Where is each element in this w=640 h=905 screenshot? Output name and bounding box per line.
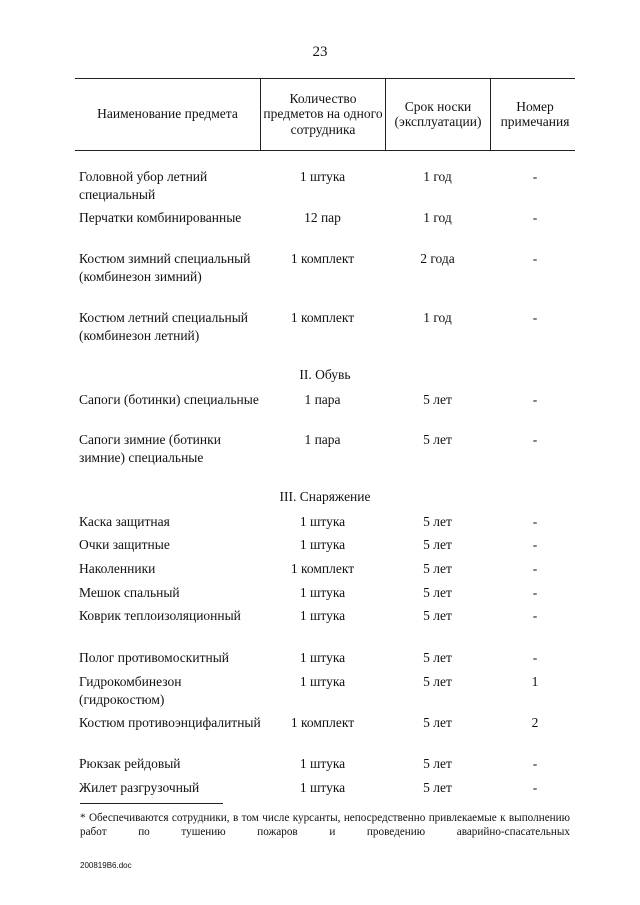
item-term: 5 лет	[423, 780, 452, 795]
item-note: -	[532, 169, 538, 184]
item-quantity: 1 штука	[299, 650, 346, 665]
item-term: 5 лет	[423, 650, 452, 665]
item-quantity: 12 пар	[304, 210, 341, 225]
table-row	[75, 607, 575, 643]
item-quantity: 1 штука	[299, 537, 346, 552]
item-note: -	[532, 210, 538, 225]
item-name: Мешок спальный	[79, 585, 180, 600]
header-note-number: Номер примечания	[500, 98, 570, 129]
item-term: 1 год	[423, 310, 452, 325]
item-name: Коврик теплоизоляционный	[79, 608, 241, 623]
item-quantity: 1 комплект	[290, 561, 355, 576]
table-row	[75, 431, 575, 485]
file-reference: 200819В6.doc	[80, 861, 132, 870]
item-quantity: 1 пара	[304, 392, 341, 407]
header-quantity: Количество предметов на одного сотрудника	[263, 90, 383, 137]
item-quantity: 1 штука	[299, 674, 346, 689]
item-name: Головной убор летний специальный	[79, 169, 208, 202]
header-bottom-rule	[75, 150, 575, 151]
item-note: -	[532, 432, 538, 447]
item-term: 2 года	[420, 251, 455, 266]
page-number: 23	[312, 44, 328, 60]
table-row	[75, 168, 575, 204]
item-term: 5 лет	[423, 608, 452, 623]
item-name: Костюм летний специальный (комбинезон летний)	[79, 310, 248, 343]
table-row	[75, 391, 575, 427]
table-row	[75, 209, 575, 245]
item-term: 5 лет	[423, 561, 452, 576]
item-term: 5 лет	[423, 715, 452, 730]
item-term: 5 лет	[423, 432, 452, 447]
item-note: -	[532, 514, 538, 529]
table-row	[75, 714, 575, 750]
item-quantity: 1 штука	[299, 780, 346, 795]
item-note: -	[532, 561, 538, 576]
item-term: 1 год	[423, 210, 452, 225]
item-note: -	[532, 650, 538, 665]
item-name: Сапоги (ботинки) специальные	[79, 392, 259, 407]
item-name: Перчатки комбинированные	[79, 210, 242, 225]
item-term: 1 год	[423, 169, 452, 184]
item-quantity: 1 комплект	[290, 715, 355, 730]
item-note: -	[532, 608, 538, 623]
column-divider	[260, 78, 261, 150]
item-term: 5 лет	[423, 514, 452, 529]
item-term: 5 лет	[423, 674, 452, 689]
item-name: Рюкзак рейдовый	[79, 756, 181, 771]
item-name: Жилет разгрузочный	[79, 780, 200, 795]
item-note: -	[532, 780, 538, 795]
item-quantity: 1 штука	[299, 169, 346, 184]
item-quantity: 1 комплект	[290, 251, 355, 266]
item-note: -	[532, 251, 538, 266]
item-note: -	[532, 537, 538, 552]
item-name: Костюм противоэнцифалитный	[79, 715, 261, 730]
item-quantity: 1 штука	[299, 756, 346, 771]
item-note: -	[532, 310, 538, 325]
item-note: -	[532, 392, 538, 407]
item-note: 1	[531, 674, 539, 689]
item-note: 2	[531, 715, 539, 730]
item-name: Гидрокомбинезон (гидрокостюм)	[79, 674, 182, 707]
item-name: Каска защитная	[79, 514, 170, 529]
item-quantity: 1 штука	[299, 608, 346, 623]
item-name: Сапоги зимние (ботинки зимние) специальные	[79, 432, 221, 465]
item-term: 5 лет	[423, 392, 452, 407]
item-quantity: 1 штука	[299, 514, 346, 529]
table-row	[75, 250, 575, 304]
item-note: -	[532, 756, 538, 771]
footnote: * Обеспечиваются сотрудники, в том числе курсанты, непосредственно привлекаемые к выполнению работ по тушению пожаров и проведению аварийно-спасательных	[80, 812, 570, 838]
footnote-separator	[80, 803, 223, 804]
item-term: 5 лет	[423, 537, 452, 552]
table-row	[75, 309, 575, 363]
item-name: Полог противомоскитный	[79, 650, 229, 665]
item-term: 5 лет	[423, 756, 452, 771]
item-note: -	[532, 585, 538, 600]
item-term: 5 лет	[423, 585, 452, 600]
item-name: Костюм зимний специальный (комбинезон зимний)	[79, 251, 251, 284]
header-item-name: Наименование предмета	[97, 106, 238, 122]
item-name: Наколенники	[79, 561, 156, 576]
section-heading-footwear: II. Обувь	[299, 367, 351, 382]
header-term: Срок носки (эксплуатации)	[394, 98, 482, 129]
item-name: Очки защитные	[79, 537, 170, 552]
section-heading-equipment: III. Снаряжение	[279, 489, 371, 504]
item-quantity: 1 штука	[299, 585, 346, 600]
item-quantity: 1 пара	[304, 432, 341, 447]
item-quantity: 1 комплект	[290, 310, 355, 325]
table-row	[75, 673, 575, 709]
